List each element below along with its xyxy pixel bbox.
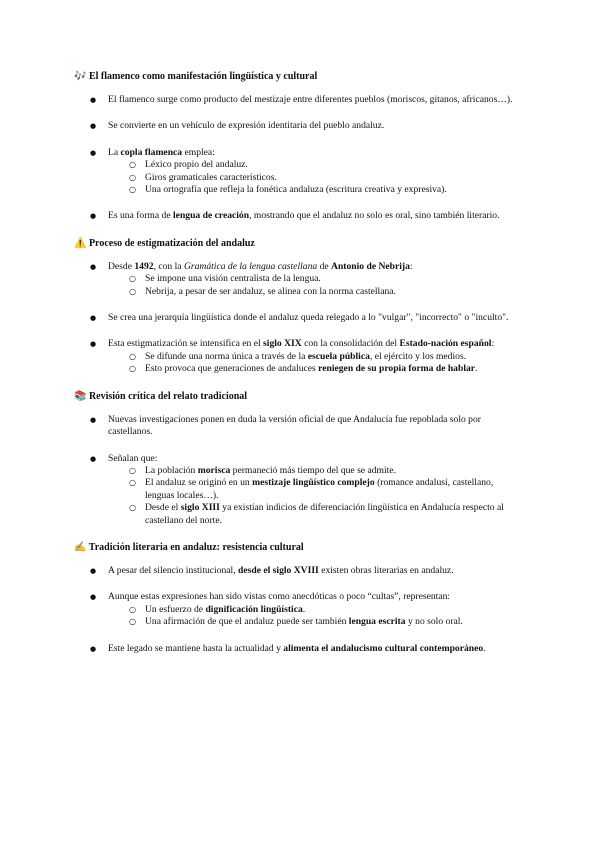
item-text: Nuevas investigaciones ponen en duda la versión oficial de que Andalucía fue repoblada solo por castellanos. <box>108 413 481 438</box>
sub-item-bold: mestizaje lingüístico complejo <box>252 477 375 489</box>
sub-item-bold: lengua escrita <box>348 616 406 628</box>
bullet-list <box>74 414 520 527</box>
sub-item <box>108 286 520 298</box>
writing-hand-icon: ✍️ <box>74 541 87 553</box>
list-item <box>74 312 520 324</box>
sub-item-text: Esto provoca que generaciones de andaluces <box>145 363 319 375</box>
item-bold: alimenta el andalucismo cultural contemporáneo <box>283 642 484 654</box>
sub-item-text: permaneció más tiempo del que se admite. <box>230 464 396 476</box>
sub-item-text: y no solo oral. <box>405 616 463 628</box>
sub-list <box>108 273 520 298</box>
item-bold: lengua de creación <box>173 210 250 222</box>
item-italic: Gramática de la lengua castellana <box>183 260 318 272</box>
books-icon: 📚 <box>74 390 87 402</box>
item-bold: copla flamenca <box>120 146 183 158</box>
section-heading <box>74 70 520 84</box>
list-item <box>74 453 520 527</box>
item-text: Se crea una jerarquía lingüística donde el andaluz queda relegado a lo "vulgar", "incorrecto" o "inculto". <box>108 312 509 324</box>
section-title: Tradición literaria en andaluz: resistencia cultural <box>88 541 304 553</box>
item-bold: Estado-nación español <box>399 338 492 350</box>
sub-item <box>108 616 520 628</box>
sub-item-text: , el ejército y los medios. <box>369 350 467 362</box>
list-item <box>74 414 520 439</box>
section-revision <box>74 390 520 527</box>
sub-item-text: Un esfuerzo de <box>145 603 206 615</box>
sub-item-text: ya existían indicios de diferenciación lingüística en Andalucía respecto al castellano del norte. <box>145 502 504 526</box>
sub-item-text: Nebrija, a pesar de ser andaluz, se alinea con la norma castellana. <box>145 285 396 297</box>
sub-item-bold: escuela pública <box>307 350 370 362</box>
sub-item-text: Se difunde una norma única a través de la <box>145 350 308 362</box>
item-text: La <box>108 146 121 158</box>
item-bold: 1492 <box>134 260 154 272</box>
item-text: El flamenco surge como producto del mestizaje entre diferentes pueblos (moriscos, gitanos, africanos…). <box>108 94 513 105</box>
item-text: con la consolidación del <box>301 338 400 350</box>
sub-item-text: . <box>302 603 306 615</box>
sub-item-bold: siglo XIII <box>180 502 220 514</box>
music-notes-icon: 🎶 <box>74 71 87 82</box>
sub-list <box>108 159 520 196</box>
item-text: de <box>317 260 332 272</box>
sub-item <box>108 465 520 477</box>
sub-item-text: . <box>475 363 478 375</box>
sub-item-bold: morisca <box>197 464 231 476</box>
sub-item-bold: dignificación lingüística <box>205 603 303 615</box>
section-flamenco <box>74 70 520 223</box>
sub-item-text: Se impone una visión centralista de la lengua. <box>145 273 321 285</box>
sub-item-text: El andaluz se originó en un <box>145 477 253 489</box>
item-text: . <box>483 642 486 654</box>
list-item <box>74 147 520 197</box>
sub-item-text: Una afirmación de que el andaluz puede ser también <box>145 616 349 628</box>
item-text: Es una forma de <box>108 210 174 222</box>
item-text: : <box>409 260 413 272</box>
sub-item <box>108 363 520 375</box>
sub-item <box>108 477 520 502</box>
section-heading <box>74 541 520 555</box>
list-item <box>74 565 520 577</box>
sub-item-text: Desde el <box>145 502 181 514</box>
sub-item <box>108 273 520 285</box>
bullet-list <box>74 261 520 376</box>
section-heading <box>74 390 520 404</box>
item-text: Señalan que: <box>108 452 158 464</box>
item-bold: Antonio de Nebrija <box>331 260 410 272</box>
section-heading <box>74 237 520 251</box>
sub-item-text: Giros gramaticales característicos. <box>145 171 277 183</box>
sub-item <box>108 172 520 184</box>
list-item <box>74 120 520 132</box>
item-text: Se convierte en un vehículo de expresión identitaria del pueblo andaluz. <box>108 120 385 132</box>
item-text: existen obras literarias en andaluz. <box>318 564 454 576</box>
item-text: Aunque estas expresiones han sido vistas como anecdóticas o poco “cultas”, representan: <box>108 591 451 603</box>
sub-item <box>108 351 520 363</box>
sub-item-text: (romance andalusí, castellano, lenguas locales…). <box>145 477 494 501</box>
list-item <box>74 261 520 298</box>
sub-list <box>108 604 520 629</box>
warning-icon: ⚠️ <box>74 237 87 249</box>
item-text: emplea: <box>182 146 215 158</box>
item-text: , con la <box>153 260 184 272</box>
bullet-list <box>74 94 520 223</box>
bullet-list <box>74 565 520 655</box>
item-text: : <box>491 338 495 350</box>
section-tradicion <box>74 541 520 655</box>
sub-item <box>108 184 520 196</box>
section-title: Proceso de estigmatización del andaluz <box>88 237 255 249</box>
sub-item <box>108 604 520 616</box>
item-text: , mostrando que el andaluz no solo es oral, sino también literario. <box>249 210 500 222</box>
list-item <box>74 591 520 628</box>
item-bold: desde el siglo XVIII <box>238 564 319 576</box>
item-bold: siglo XIX <box>263 338 302 350</box>
sub-item-text: La población <box>145 464 198 476</box>
item-text: Esta estigmatización se intensifica en el <box>108 338 264 350</box>
sub-item <box>108 159 520 171</box>
item-text: A pesar del silencio institucional, <box>108 564 239 576</box>
sub-item-text: Léxico propio del andaluz. <box>145 159 248 171</box>
sub-list <box>108 351 520 376</box>
sub-item-text: Una ortografía que refleja la fonética andaluza (escritura creativa y expresiva). <box>145 184 447 196</box>
list-item <box>74 94 520 106</box>
item-text: Este legado se mantiene hasta la actualidad y <box>108 642 284 654</box>
item-text: Desde <box>108 260 135 272</box>
section-title: El flamenco como manifestación lingüística y cultural <box>88 71 318 82</box>
list-item <box>74 210 520 222</box>
sub-list <box>108 465 520 527</box>
section-title: Revisión crítica del relato tradicional <box>88 390 248 402</box>
list-item <box>74 643 520 655</box>
sub-item <box>108 502 520 527</box>
sub-item-bold: reniegen de su propia forma de hablar <box>318 363 476 375</box>
list-item <box>74 338 520 375</box>
section-estigmatizacion <box>74 237 520 376</box>
